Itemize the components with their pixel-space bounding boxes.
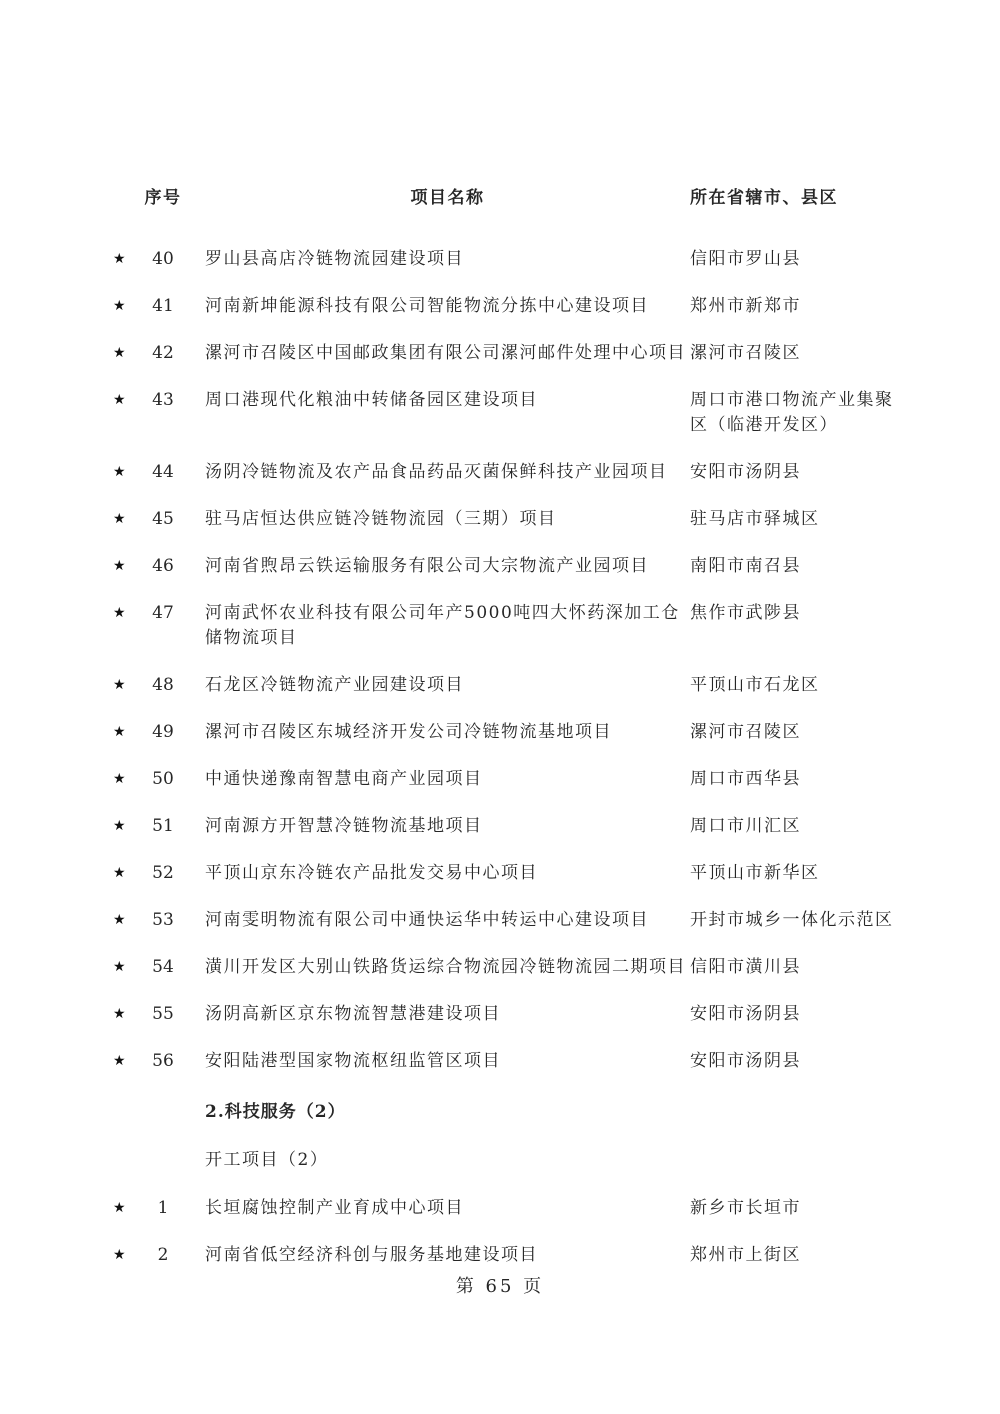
row-index: 1 (157, 1198, 169, 1218)
table-row (113, 554, 910, 579)
project-name: 河南源方开智慧冷链物流基地项目 (205, 816, 483, 836)
project-name: 河南雯明物流有限公司中通快运华中转运中心建设项目 (205, 910, 649, 930)
row-index: 2 (157, 1245, 169, 1265)
table-row (113, 388, 910, 438)
table-header-row (113, 186, 910, 211)
star-icon: ★ (113, 345, 128, 361)
project-location: 漯河市召陵区 (690, 343, 801, 363)
row-index: 47 (152, 603, 174, 623)
star-icon: ★ (113, 724, 128, 740)
project-name: 河南省低空经济科创与服务基地建设项目 (205, 1245, 538, 1265)
project-name: 中通快递豫南智慧电商产业园项目 (205, 769, 483, 789)
table-row (113, 861, 910, 886)
project-location: 周口市川汇区 (690, 816, 801, 836)
project-location: 焦作市武陟县 (690, 603, 801, 623)
row-index: 49 (152, 722, 174, 742)
project-location: 郑州市上街区 (690, 1245, 801, 1265)
project-location: 驻马店市驿城区 (690, 509, 820, 529)
project-name: 周口港现代化粮油中转储备园区建设项目 (205, 390, 538, 410)
table-row (113, 1002, 910, 1027)
row-index: 53 (152, 910, 174, 930)
star-icon: ★ (113, 298, 128, 314)
project-location: 开封市城乡一体化示范区 (690, 910, 894, 930)
row-index: 40 (152, 249, 174, 269)
table-row (113, 955, 910, 980)
column-header-project-name: 项目名称 (410, 188, 485, 208)
row-index: 48 (152, 675, 174, 695)
star-icon: ★ (113, 771, 128, 787)
project-name: 汤阴高新区京东物流智慧港建设项目 (205, 1004, 501, 1024)
table-row (113, 908, 910, 933)
project-table (113, 186, 910, 1290)
star-icon: ★ (113, 464, 128, 480)
table-row (113, 1196, 910, 1221)
project-name: 平顶山京东冷链农产品批发交易中心项目 (205, 863, 538, 883)
star-icon: ★ (113, 1006, 128, 1022)
project-name: 潢川开发区大别山铁路货运综合物流园冷链物流园二期项目 (205, 957, 686, 977)
project-name: 罗山县高店冷链物流园建设项目 (205, 249, 464, 269)
row-index: 45 (152, 509, 174, 529)
project-location: 新乡市长垣市 (690, 1198, 801, 1218)
project-location: 安阳市汤阴县 (690, 462, 801, 482)
star-icon: ★ (113, 677, 128, 693)
column-header-location: 所在省辖市、县区 (690, 188, 838, 208)
section-title: 2.科技服务（2） (205, 1102, 346, 1122)
column-header-index: 序号 (144, 188, 182, 208)
row-index: 52 (152, 863, 174, 883)
star-icon: ★ (113, 558, 128, 574)
table-row (113, 673, 910, 698)
star-icon: ★ (113, 865, 128, 881)
project-name: 漯河市召陵区东城经济开发公司冷链物流基地项目 (205, 722, 612, 742)
page-number: 第 65 页 (455, 1276, 545, 1297)
table-row (113, 720, 910, 745)
row-index: 44 (152, 462, 174, 482)
table-row (113, 460, 910, 485)
table-row (113, 247, 910, 272)
table-row (113, 1049, 910, 1074)
project-location: 南阳市南召县 (690, 556, 801, 576)
project-name: 安阳陆港型国家物流枢纽监管区项目 (205, 1051, 501, 1071)
star-icon: ★ (113, 511, 128, 527)
project-name: 河南武怀农业科技有限公司年产5000吨四大怀药深加工仓储物流项目 (205, 603, 680, 648)
project-location: 郑州市新郑市 (690, 296, 801, 316)
project-name: 长垣腐蚀控制产业育成中心项目 (205, 1198, 464, 1218)
star-icon: ★ (113, 1200, 128, 1216)
section-subtitle: 开工项目（2） (205, 1150, 329, 1170)
table-row (113, 507, 910, 532)
project-location: 漯河市召陵区 (690, 722, 801, 742)
project-name: 漯河市召陵区中国邮政集团有限公司漯河邮件处理中心项目 (205, 343, 686, 363)
project-location: 平顶山市石龙区 (690, 675, 820, 695)
table-row (113, 601, 910, 651)
row-index: 54 (152, 957, 174, 977)
star-icon: ★ (113, 1247, 128, 1263)
project-name: 汤阴冷链物流及农产品食品药品灭菌保鲜科技产业园项目 (205, 462, 668, 482)
row-index: 42 (152, 343, 174, 363)
project-name: 河南省煦昂云铁运输服务有限公司大宗物流产业园项目 (205, 556, 649, 576)
table-row (113, 341, 910, 366)
project-location: 平顶山市新华区 (690, 863, 820, 883)
project-name: 河南新坤能源科技有限公司智能物流分拣中心建设项目 (205, 296, 649, 316)
star-icon: ★ (113, 912, 128, 928)
row-index: 55 (152, 1004, 174, 1024)
table-row (113, 1243, 910, 1268)
table-body-logistics (113, 247, 910, 1074)
row-index: 46 (152, 556, 174, 576)
row-index: 51 (152, 816, 174, 836)
star-icon: ★ (113, 1053, 128, 1069)
project-location: 周口市港口物流产业集聚区（临港开发区） (690, 390, 894, 435)
project-location: 安阳市汤阴县 (690, 1051, 801, 1071)
star-icon: ★ (113, 959, 128, 975)
project-name: 驻马店恒达供应链冷链物流园（三期）项目 (205, 509, 557, 529)
project-location: 信阳市潢川县 (690, 957, 801, 977)
star-icon: ★ (113, 392, 128, 408)
star-icon: ★ (113, 251, 128, 267)
star-icon: ★ (113, 818, 128, 834)
project-name: 石龙区冷链物流产业园建设项目 (205, 675, 464, 695)
row-index: 41 (152, 296, 174, 316)
star-icon: ★ (113, 605, 128, 621)
project-location: 信阳市罗山县 (690, 249, 801, 269)
row-index: 56 (152, 1051, 174, 1071)
table-row (113, 814, 910, 839)
table-body-tech-service (113, 1196, 910, 1268)
project-location: 安阳市汤阴县 (690, 1004, 801, 1024)
table-row (113, 767, 910, 792)
table-row (113, 294, 910, 319)
project-location: 周口市西华县 (690, 769, 801, 789)
row-index: 50 (152, 769, 174, 789)
row-index: 43 (152, 390, 174, 410)
